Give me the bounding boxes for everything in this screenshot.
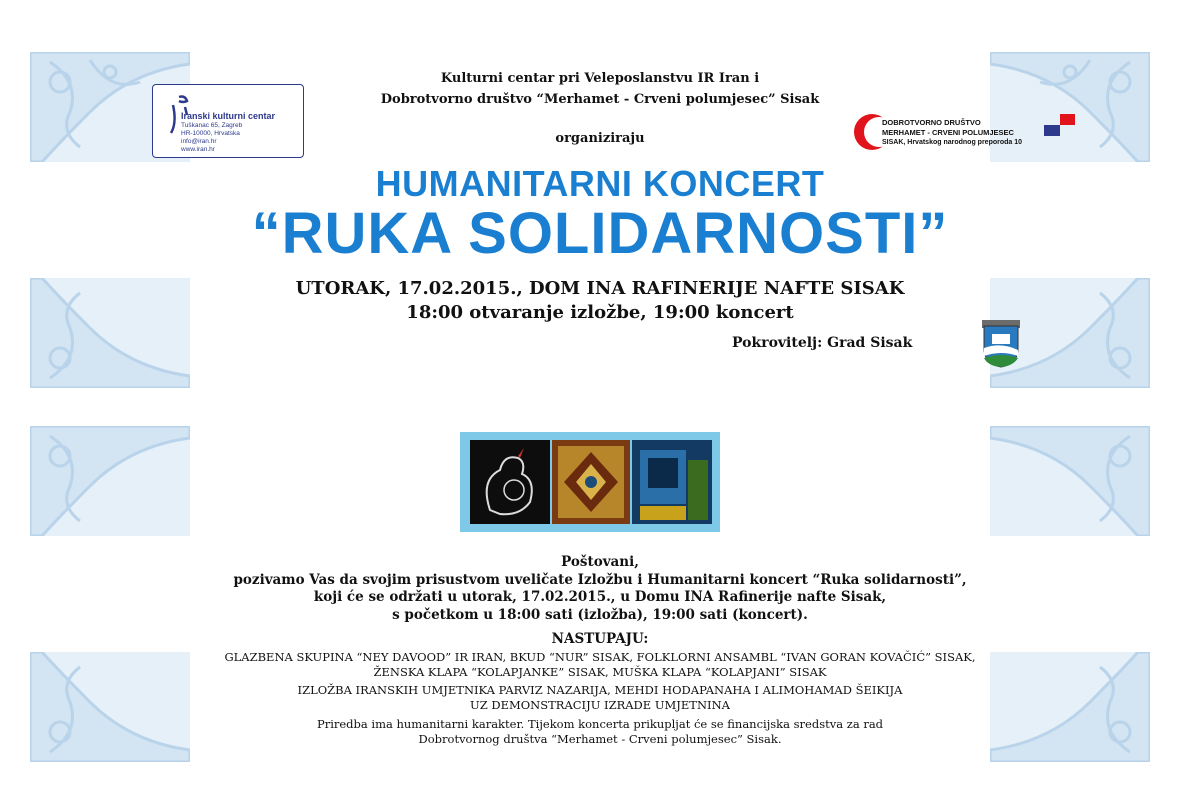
- invitation-greeting: Poštovani,: [561, 554, 639, 570]
- merhamet-line1: DOBROTVORNO DRUŠTVO: [882, 118, 981, 127]
- performers-heading: NASTUPAJU:: [551, 631, 649, 647]
- invitation-line2: koji će se održati u utorak, 17.02.2015., u Domu INA Rafinerije nafte Sisak,: [313, 589, 887, 605]
- iran-logo-name: Iranski kulturni centar: [181, 111, 276, 121]
- ornament-mid-left-lower: [30, 426, 190, 536]
- performers-list: [0, 650, 1200, 679]
- organiziraju-text: organiziraju: [555, 131, 645, 146]
- merhamet-line2: MERHAMET - CRVENI POLUMJESEC: [882, 128, 1014, 137]
- artwork-collage: [460, 432, 720, 532]
- title-line1: HUMANITARNI KONCERT: [375, 163, 825, 204]
- title-line2: “RUKA SOLIDARNOSTI”: [251, 201, 949, 266]
- event-time-line: 18:00 otvaranje izložbe, 19:00 koncert: [406, 302, 794, 323]
- iran-logo-web: www.iran.hr: [181, 146, 215, 153]
- iran-logo-addr2: HR-10000, Hrvatska: [181, 130, 240, 137]
- event-details: [0, 277, 1200, 325]
- rooster-artwork: [470, 440, 550, 524]
- humanitarian-note: [0, 717, 1200, 746]
- organizers: [0, 68, 1200, 110]
- iran-logo-email: info@iran.hr: [181, 138, 217, 145]
- note-line2: Dobrotvornog društva “Merhamet - Crveni polumjesec” Sisak.: [418, 731, 782, 746]
- instrument-artwork: [632, 440, 712, 524]
- exhibition-line1: IZLOŽBA IRANSKIH UMJETNIKA PARVIZ NAZARIJA, MEHDI HODAPANAHA I ALIMOHAMAD ŠEIKIJA: [297, 683, 903, 697]
- invitation-line3: s početkom u 18:00 sati (izložba), 19:00 sati (koncert).: [392, 606, 808, 623]
- event-date-line: UTORAK, 17.02.2015., DOM INA RAFINERIJE NAFTE SISAK: [295, 278, 905, 299]
- performers-line1: GLAZBENA SKUPINA “NEY DAVOOD” IR IRAN, BKUD “NUR” SISAK, FOLKLORNI ANSAMBL “IVAN GORAN KOVAČIĆ” SISAK,: [224, 650, 976, 664]
- exhibition-line2: UZ DEMONSTRACIJU IZRADE UMJETNINA: [470, 697, 730, 712]
- exhibition-info: [0, 683, 1200, 712]
- note-line1: Priredba ima humanitarni karakter. Tijekom koncerta prikupljat će se financijska sredstva za rad: [316, 717, 884, 731]
- persian-carpet-artwork: [552, 440, 630, 524]
- ornament-mid-right-lower: [990, 426, 1150, 536]
- invitation-line1: pozivamo Vas da svojim prisustvom uveličate Izložbu i Humanitarni koncert “Ruka solidarnosti”,: [233, 571, 967, 588]
- merhamet-line3: SISAK, Hrvatskog narodnog preporoda 10: [882, 139, 1023, 146]
- organizer-line2: Dobrotvorno društvo “Merhamet - Crveni polumjesec” Sisak: [380, 92, 820, 107]
- sisak-coat-of-arms-icon: [978, 320, 1024, 368]
- performers-line2: ŽENSKA KLAPA “KOLAPJANKE” SISAK, MUŠKA KLAPA “KOLAPJANI” SISAK: [373, 664, 827, 679]
- sponsor-text: Pokrovitelj: Grad Sisak: [732, 335, 913, 351]
- invitation-text: [0, 554, 1200, 624]
- organizer-line1: Kulturni centar pri Veleposlanstvu IR Iran i: [440, 71, 760, 86]
- iran-logo-addr1: Tuškanac 65, Zagreb: [181, 122, 243, 129]
